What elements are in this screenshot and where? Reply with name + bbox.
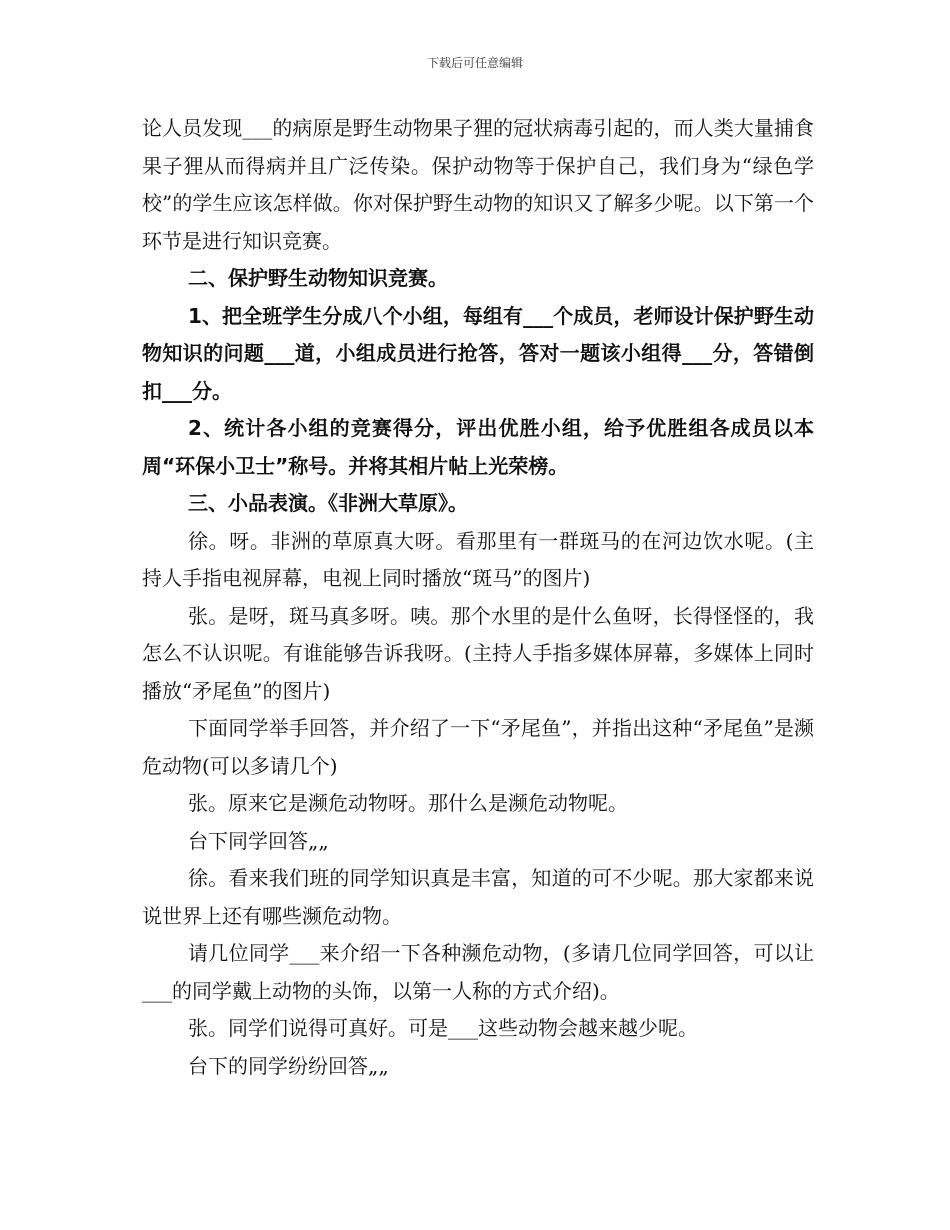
skit-line-zhang-1: 张。是呀，斑马真多呀。咦。那个水里的是什么鱼呀，长得怪怪的，我怎么不认识呢。有谁能够告诉我呀。(主持人手指多媒体屏幕，多媒体上同时播放“矛尾鱼”的图片) xyxy=(142,603,814,703)
quiz-rule-1: 1、把全班学生分成八个小组，每组有___个成员，老师设计保护野生动物知识的问题___道，小组成员进行抢答，答对一题该小组得___分，答错倒扣___分。 xyxy=(142,303,814,403)
skit-line-students-answer: 下面同学举手回答，并介绍了一下“矛尾鱼”，并指出这种“矛尾鱼”是濒危动物(可以多请几个) xyxy=(142,716,814,778)
skit-line-audience-1: 台下同学回答„„ xyxy=(188,828,329,853)
skit-line-xu-1: 徐。呀。非洲的草原真大呀。看那里有一群斑马的在河边饮水呢。(主持人手指电视屏幕，电视上同时播放“斑马”的图片) xyxy=(142,528,814,590)
skit-line-invite: 请几位同学___来介绍一下各种濒危动物，(多请几位同学回答，可以让___的同学戴上动物的头饰，以第一人称的方式介绍)。 xyxy=(142,941,814,1003)
quiz-rule-2: 2、统计各小组的竞赛得分，评出优胜小组，给予优胜组各成员以本周“环保小卫士”称号。并将其相片帖上光荣榜。 xyxy=(142,416,814,478)
skit-line-zhang-3: 张。同学们说得可真好。可是___这些动物会越来越少呢。 xyxy=(188,1016,698,1040)
section-heading-quiz: 二、保护野生动物知识竞赛。 xyxy=(188,266,448,290)
skit-line-zhang-2: 张。原来它是濒危动物呀。那什么是濒危动物呢。 xyxy=(188,791,628,815)
document-body xyxy=(142,110,814,1085)
skit-line-xu-2: 徐。看来我们班的同学知识真是丰富，知道的可不少呢。那大家都来说说世界上还有哪些濒危动物。 xyxy=(142,866,814,928)
page-header: 下载后可任意编辑 xyxy=(426,56,523,70)
skit-line-audience-2: 台下的同学纷纷回答„„ xyxy=(188,1053,389,1078)
section-heading-skit: 三、小品表演。《非洲大草原》。 xyxy=(188,491,468,515)
paragraph-intro: 论人员发现___的病原是野生动物果子狸的冠状病毒引起的，而人类大量捕食果子狸从而得病并且广泛传染。保护动物等于保护自己，我们身为“绿色学校”的学生应该怎样做。你对保护野生动物的知识又了解多少呢。以下第一个环节是进行知识竞赛。 xyxy=(142,116,814,253)
